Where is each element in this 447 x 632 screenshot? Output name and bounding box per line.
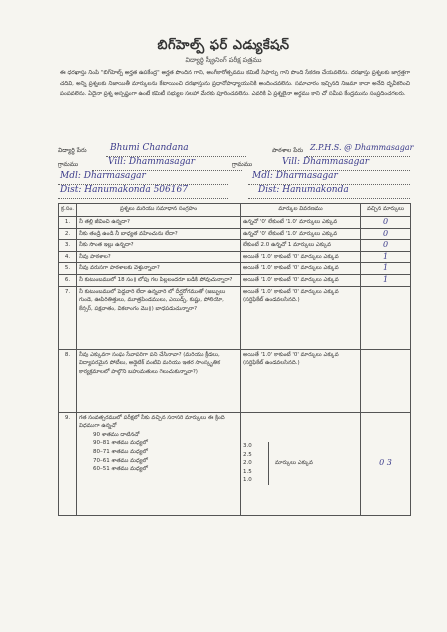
- header-criteria: మార్కుల వివరణము: [241, 204, 361, 217]
- mandal2-value[interactable]: Mdl: Dharmasagar: [252, 171, 338, 181]
- row-number: 4.: [59, 251, 77, 263]
- table-header-row: [59, 204, 411, 217]
- table-row: [59, 412, 411, 515]
- grade-mark: 1.0: [243, 477, 252, 484]
- grade-marks-bracket: [243, 442, 269, 485]
- district2-underline: [248, 198, 410, 199]
- header-question: ప్రశ్నలు మరియు సమాధాన సంగ్రహం: [77, 204, 241, 217]
- row-score[interactable]: 0 3: [361, 412, 411, 515]
- district-underline: [58, 198, 228, 199]
- table-row: [59, 286, 411, 349]
- row-number: 3.: [59, 240, 77, 252]
- row-number: 9.: [59, 412, 77, 515]
- grades-intro: గత సంవత్సరములో పరీక్షలో నీకు వచ్చిన సరాసరి మార్కులు ఈ క్రింది విధముగా ఉన్నచో: [79, 414, 225, 430]
- table-row: [59, 349, 411, 412]
- form-subtitle: విద్యార్థి స్క్రీనింగ్ పరీక్ష పత్రము: [185, 56, 262, 64]
- grade-band: 90–81 శాతము మధ్యలో: [93, 440, 148, 447]
- row-criteria: [241, 349, 361, 412]
- header-score: వచ్చిన మార్కులు: [361, 204, 411, 217]
- row-number: 2.: [59, 228, 77, 240]
- district2-value[interactable]: Dist: Hanumakonda: [258, 185, 349, 195]
- table-row: [59, 228, 411, 240]
- table-row: [59, 240, 411, 252]
- village-value[interactable]: Vill: Dhammasagar: [108, 157, 196, 167]
- row-question: నీకు సొంత ఇల్లు ఉన్నదా?: [77, 240, 241, 252]
- row-score[interactable]: 1: [361, 274, 411, 286]
- row-question: [77, 412, 241, 515]
- criteria-line: (సర్టిఫికేట్ ఉండవలసినది.): [243, 297, 300, 304]
- row-number: 7.: [59, 286, 77, 349]
- table-row: [59, 217, 411, 229]
- row-criteria: [241, 286, 361, 349]
- table-row: [59, 251, 411, 263]
- row-number: 1.: [59, 217, 77, 229]
- header-serial: క్ర.సం.: [59, 204, 77, 217]
- row-criteria: అయితే '1.0' కాకుంటే '0' మార్కులు ఎక్కువ: [241, 251, 361, 263]
- criteria-line: మార్కులు ఎక్కువ: [275, 460, 313, 467]
- grade-mark: 1.5: [243, 468, 252, 475]
- grade-mark: 3.0: [243, 443, 252, 450]
- table-row: [59, 274, 411, 286]
- criteria-line: (సర్టిఫికేట్ ఉండవలసినది.): [243, 360, 300, 367]
- village2-value[interactable]: Vill: Dhammasagar: [282, 157, 370, 167]
- questions-table: [58, 203, 411, 516]
- row-score[interactable]: [361, 349, 411, 412]
- table-row: [59, 263, 411, 275]
- row-question: నీకు తండ్రి ఉండి నీ బాధ్యత వహించును లేదా?: [77, 228, 241, 240]
- student-name-value[interactable]: Bhumi Chandana: [110, 143, 189, 153]
- row-criteria: లేకుంటే 2.0 ఉన్నచో 1 మార్కులు ఎక్కువ: [241, 240, 361, 252]
- district-value[interactable]: Dist: Hanumakonda 506167: [60, 185, 188, 195]
- row-number: 8.: [59, 349, 77, 412]
- form-title: బిగ్‌హెల్ప్ ఫర్ ఎడ్యుకేషన్: [157, 38, 290, 53]
- grade-band: 80–71 శాతము మధ్యలో: [93, 448, 148, 455]
- grade-band: 90 శాతము దాటినచో: [93, 431, 140, 438]
- mandal-value[interactable]: Mdl: Dharmasagar: [60, 171, 146, 181]
- row-score[interactable]: 0: [361, 240, 411, 252]
- school-name-value[interactable]: Z.P.H.S. @ Dhammasagar: [310, 143, 414, 152]
- row-question: నీ తల్లి జీవించి ఉన్నదా?: [77, 217, 241, 229]
- row-score[interactable]: 0: [361, 217, 411, 229]
- row-number: 6.: [59, 274, 77, 286]
- form-instructions: ఈ ధరఖాస్తు నింపి "బిగ్‌హెల్ప్ అర్హత ఉపకేంద్ర" అర్హత పొందిన గాని, అంగీకారోత్సవము కమిటీ సిఫార్సు గాని పొంది సేకరణ చేయవలెను. దరఖాస్తు ప్రశ్నలకు జాగ్రత్తగా చదివి, అన్ని ప్రశ్నలకు నిజాయితీ మార్కులను కేటాయించి దరఖాస్తును ప్రధానోపాధ్యాయునికి అందించవలెను. సమాచారం ఇచ్చినది నిజమా కాదా అనేది దృవీకరించి పంపవలెను. ఏదైనా ప్రశ్న అస్పష్టంగా ఉంటే కమిటీ సభ్యుల సలహా మేరకు పూరించవలెను. ఎవరికి ఏ ప్రశ్నలైనా అర్థము కాని చో సమీప కేంద్రమును సంప్రదించగలరు.: [60, 70, 410, 98]
- grade-band: 60–51 శాతము మధ్యలో: [93, 466, 148, 473]
- row-criteria: అయితే '1.0' కాకుంటే '0' మార్కులు ఎక్కువ: [241, 263, 361, 275]
- row-criteria: [241, 412, 361, 515]
- row-criteria: ఉన్నచో '0' లేకుంటే '1.0' మార్కులు ఎక్కువ: [241, 228, 361, 240]
- row-score[interactable]: [361, 286, 411, 349]
- row-criteria: అయితే '1.0' కాకుంటే '0' మార్కులు ఎక్కువ: [241, 274, 361, 286]
- criteria-line: అయితే '1.0' కాకుంటే '0' మార్కులు ఎక్కువ: [243, 288, 339, 295]
- row-criteria: ఉన్నచో '0' లేకుంటే '1.0' మార్కులు ఎక్కువ: [241, 217, 361, 229]
- row-score[interactable]: 1: [361, 251, 411, 263]
- grade-band: 70–61 శాతము మధ్యలో: [93, 457, 148, 464]
- row-question: నీవు ఎక్కువగా సంఘ సేవాపరిగా పని చేసినావా? (మరియు క్రీడలు, విద్యాపరమైన పోటీలు, అథ్లెటిక్ వంటివి మరియు ఇతర సాంస్కృతిక కార్యక్రమాలలో పాల్గొని బహుమతులు గెలుచుకున్నావా?): [77, 349, 241, 412]
- grade-mark: 2.0: [243, 460, 252, 467]
- row-question: నీవు పాఠశాల?: [77, 251, 241, 263]
- row-question: నీ కుటుంబములో పెద్దవారి లేదా ఉన్నవారి లో దీర్ఘరోగముతో (జబ్బులు గుండె, ఊపిరితిత్తులు, మూత్రపిండములు, ఎయిడ్స్, కుష్టు, పోలియో, కేన్సర్, పక్షవాతం, వికలాంగం మొ॥) బాధపడుచున్నారా?: [77, 286, 241, 349]
- student-name-label: విద్యార్థి పేరు: [58, 147, 87, 154]
- row-number: 5.: [59, 263, 77, 275]
- row-question: నీ కుటుంబములో 18 సం॥ లోపు గల పిల్లలందరూ బడికి పోవుచున్నారా?: [77, 274, 241, 286]
- row-score[interactable]: 1: [361, 263, 411, 275]
- row-score[interactable]: 0: [361, 228, 411, 240]
- grade-mark: 2.5: [243, 451, 252, 458]
- row-question: నీవు వరుసగా పాఠశాలకు వెళ్తున్నావా?: [77, 263, 241, 275]
- village-label: గ్రామము: [58, 161, 79, 168]
- village2-label: గ్రామము: [232, 161, 253, 168]
- criteria-line: అయితే '1.0' కాకుంటే '0' మార్కులు ఎక్కువ: [243, 351, 339, 358]
- school-name-label: పాఠశాల పేరు: [272, 147, 304, 154]
